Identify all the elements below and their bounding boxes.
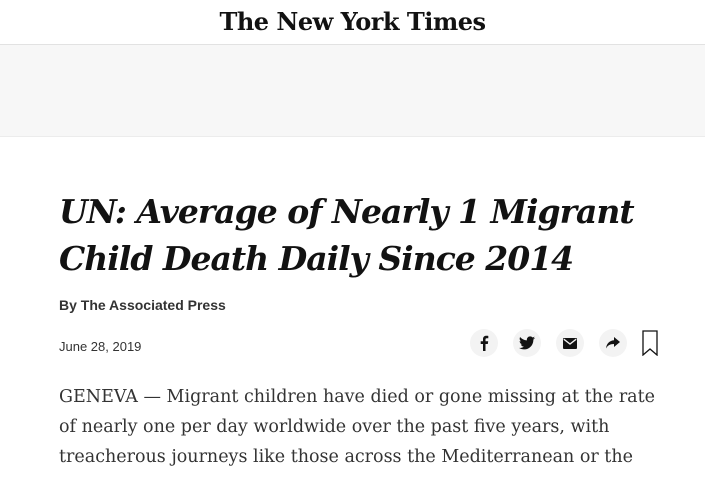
- article-body: [59, 382, 674, 472]
- email-icon: [563, 338, 577, 349]
- article-body-line: of nearly one per day worldwide over the past five years, with: [59, 417, 610, 437]
- article-date: June 28, 2019: [59, 339, 142, 354]
- share-more-button[interactable]: [599, 329, 627, 357]
- article-body-line: treacherous journeys like those across the Mediterranean or the: [59, 447, 633, 467]
- ad-placeholder: [0, 45, 705, 137]
- share-arrow-icon: [606, 337, 620, 349]
- article-byline: By The Associated Press: [59, 297, 226, 313]
- share-email-button[interactable]: [556, 329, 584, 357]
- share-twitter-button[interactable]: [513, 329, 541, 357]
- nyt-logo[interactable]: The New York Times: [219, 7, 486, 36]
- masthead: [0, 0, 705, 45]
- facebook-icon: [479, 335, 489, 351]
- article-body-line: GENEVA — Migrant children have died or gone missing at the rate: [59, 387, 656, 407]
- bookmark-icon[interactable]: [642, 330, 658, 356]
- article-headline: UN: Average of Nearly 1 Migrant Child Death Daily Since 2014: [59, 192, 634, 278]
- twitter-icon: [519, 336, 535, 350]
- share-facebook-button[interactable]: [470, 329, 498, 357]
